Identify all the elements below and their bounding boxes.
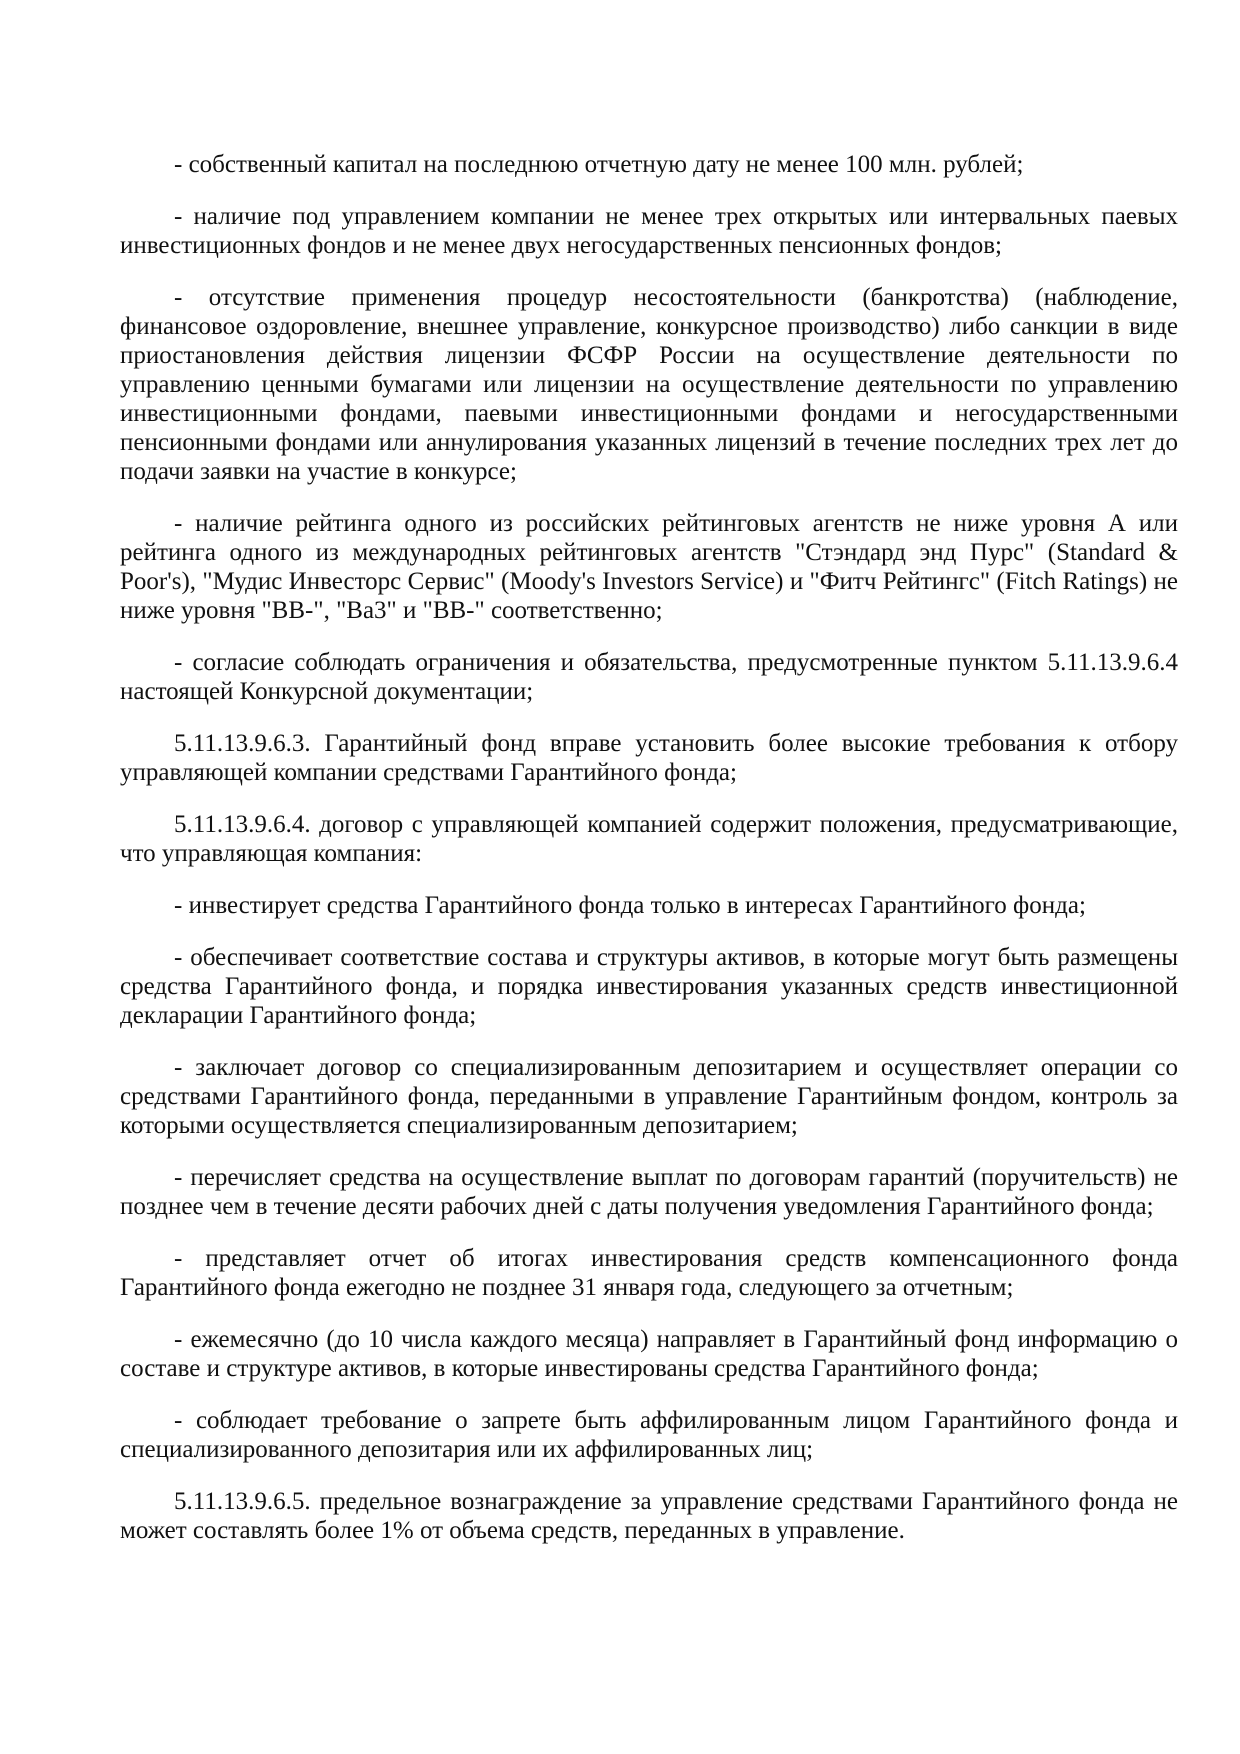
paragraph-clause-5-11-13-9-6-5: 5.11.13.9.6.5. предельное вознаграждение за управление средствами Гарантийного фонда не может составлять более 1% от объема средств, переданных в управление. xyxy=(120,1488,1178,1544)
paragraph-consent: - согласие соблюдать ограничения и обязательства, предусмотренные пунктом 5.11.13.9.6.4 настоящей Конкурсной документации; xyxy=(120,649,1178,705)
paragraph-clause-5-11-13-9-6-4: 5.11.13.9.6.4. договор с управляющей компанией содержит положения, предусматривающие, что управляющая компания: xyxy=(120,811,1178,867)
paragraph-monthly-info: - ежемесячно (до 10 числа каждого месяца) направляет в Гарантийный фонд информацию о составе и структуре активов, в которые инвестированы средства Гарантийного фонда; xyxy=(120,1326,1178,1382)
paragraph-transfers-funds: - перечисляет средства на осуществление выплат по договорам гарантий (поручительств) не позднее чем в течение десяти рабочих дней с даты получения уведомления Гарантийного фонда; xyxy=(120,1164,1178,1220)
paragraph-invests: - инвестирует средства Гарантийного фонда только в интересах Гарантийного фонда; xyxy=(174,892,1086,919)
paragraph-clause-5-11-13-9-6-3: 5.11.13.9.6.3. Гарантийный фонд вправе установить более высокие требования к отбору управляющей компании средствами Гарантийного фонда; xyxy=(120,730,1178,786)
paragraph-annual-report: - представляет отчет об итогах инвестирования средств компенсационного фонда Гарантийного фонда ежегодно не позднее 31 января года, следующего за отчетным; xyxy=(120,1245,1178,1301)
paragraph-own-capital: - собственный капитал на последнюю отчетную дату не менее 100 млн. рублей; xyxy=(174,151,1024,178)
document-page xyxy=(120,150,1178,1568)
paragraph-rating: - наличие рейтинга одного из российских рейтинговых агентств не ниже уровня А или рейтинга одного из международных рейтинговых агентств "Стэндард энд Пурс" (Standard & Poor's), "Мудис Инвесторс Сервис" (Moody's Investors Service) и "Фитч Рейтингс" (Fitch Ratings) не ниже уровня "ВВ-", "Ва3" и "ВВ-" соответственно; xyxy=(120,510,1178,624)
paragraph-affiliation: - соблюдает требование о запрете быть аффилированным лицом Гарантийного фонда и специализированного депозитария или их аффилированных лиц; xyxy=(120,1407,1178,1463)
paragraph-ensures-compliance: - обеспечивает соответствие состава и структуры активов, в которые могут быть размещены средства Гарантийного фонда, и порядка инвестирования указанных средств инвестиционной декларации Гарантийного фонда; xyxy=(120,944,1178,1029)
paragraph-no-insolvency: - отсутствие применения процедур несостоятельности (банкротства) (наблюдение, финансовое оздоровление, внешнее управление, конкурсное производство) либо санкции в виде приостановления действия лицензии ФСФР России на осуществление деятельности по управлению ценными бумагами или лицензии на осуществление деятельности по управлению инвестиционными фондами, паевыми инвестиционными фондами и негосударственными пенсионными фондами или аннулирования указанных лицензий в течение последних трех лет до подачи заявки на участие в конкурсе; xyxy=(120,284,1178,485)
paragraph-depositary: - заключает договор со специализированным депозитарием и осуществляет операции со средствами Гарантийного фонда, переданными в управление Гарантийным фондом, контроль за которыми осуществляется специализированным депозитарием; xyxy=(120,1054,1178,1139)
paragraph-funds-under-management: - наличие под управлением компании не менее трех открытых или интервальных паевых инвестиционных фондов и не менее двух негосударственных пенсионных фондов; xyxy=(120,203,1178,259)
